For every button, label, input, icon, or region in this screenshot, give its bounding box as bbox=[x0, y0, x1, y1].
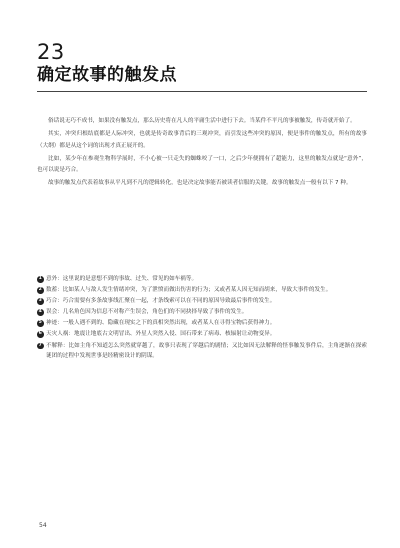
number-badge-icon: 2 bbox=[38, 287, 42, 293]
number-badge-icon: 5 bbox=[38, 320, 42, 326]
list-item-text: 神迹：一般人遇不到的、隐藏在现实之下的真相突然出现，或者某人在寻得宝物后获得神力。 bbox=[46, 320, 276, 327]
body-text bbox=[37, 116, 367, 192]
list-item-text: 数蓄：比如某人与敌人发生情绪冲突，为了泄愤而做出伤害的行为；又或者某人因无知而胡来，导致大事件的发生。 bbox=[46, 287, 332, 294]
trigger-list bbox=[37, 274, 367, 362]
number-badge-icon: 3 bbox=[38, 298, 42, 304]
list-item-text: 巧合：巧合需要有多条故事线汇聚在一起，才条线索可以在不同的原因导致最后事件的发生。 bbox=[46, 298, 276, 305]
number-badge-icon: 7 bbox=[38, 342, 42, 348]
list-item bbox=[37, 318, 367, 329]
number-badge-icon: 6 bbox=[38, 331, 42, 337]
paragraph: 比如，某少年在参观生物科学展时，不小心被一只走失的蜘蛛咬了一口，之后少年便拥有了超能力，这里的触发点就是“意外”，也可以说是巧合。 bbox=[37, 155, 367, 174]
paragraph: 俗话说无巧不成书，如果没有触发点，那么历史将在凡人的平庸生活中进行下去。当某件不平凡的事被触发，传奇就开始了。 bbox=[48, 118, 356, 124]
list-item bbox=[37, 307, 367, 318]
number-badge-icon: 4 bbox=[38, 309, 42, 315]
chapter-number: 23 bbox=[37, 40, 65, 64]
number-badge-icon: 1 bbox=[38, 276, 42, 281]
list-item-text: 误会：几名角色因为信息不对称产生误会，角色们的不同抉择导致了事件的发生。 bbox=[46, 309, 248, 316]
chapter-title: 确定故事的触发点 bbox=[37, 65, 177, 85]
list-item bbox=[37, 296, 367, 307]
list-item-text: 天灾人祸：地震让地底古文明冒出、外星人突然入侵、国石带来了病毒、核辐射让动物变异。 bbox=[46, 331, 276, 338]
list-item bbox=[37, 274, 367, 285]
list-item-text: 意外：这里说的是意想不到的事故、过失、常见的如车祸等。 bbox=[46, 276, 198, 282]
paragraph: 故事的触发点代表着故事从平凡到不凡的逻辑转化，也是决定故事能否被读者信服的关键。故事的触发点一般有以下 7 种。 bbox=[48, 180, 352, 187]
page-number: 54 bbox=[39, 522, 47, 529]
list-item-text: 不解释：比如主角不知道怎么突然就穿越了，故事只表现了穿越后的剧情；又比如因无法解释的怪事触发事件后，主角逐渐在探索谜团的过程中发现世事是经精密设计的阴谋。 bbox=[46, 342, 367, 360]
paragraph: 其实，冲突归根结底都是人际冲突，也就是传奇故事背后的三观冲突，而引发这些冲突的原因，便是事件的触发点，所有的故事（大纲）都是从这个词的出现才真正展开的。 bbox=[37, 131, 367, 149]
list-item bbox=[37, 329, 367, 340]
list-item bbox=[37, 341, 367, 362]
list-item bbox=[37, 285, 367, 296]
title-divider bbox=[37, 91, 367, 92]
